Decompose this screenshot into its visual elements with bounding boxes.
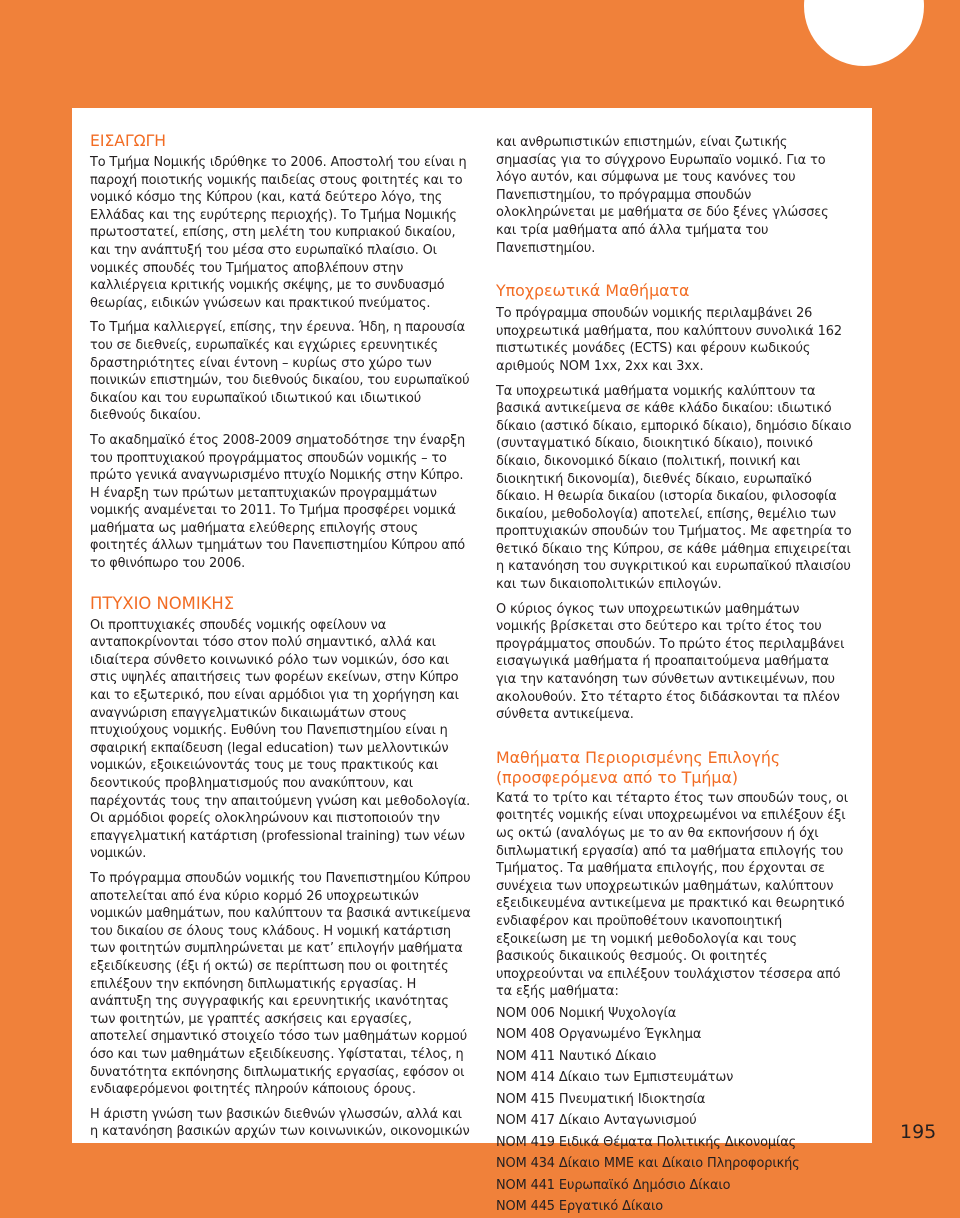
elective-heading: [496, 748, 852, 788]
intro-heading: ΕΙΣΑΓΩΓΗ: [90, 132, 166, 150]
page-content: [72, 108, 872, 1215]
list-item: ΝΟΜ 419 Ειδικά Θέματα Πολιτικής Δικονομίας: [496, 1134, 797, 1150]
elective-paragraph: Κατά το τρίτο και τέταρτο έτος των σπουδών τους, οι φοιτητές νομικής είναι υποχρεωμένοι να επιλέξουν έξι ως οκτώ (αναλόγως με το αν θα εκπονήσουν ή όχι διπλωματική εργασία) από τα μαθήματα επιλογής του Τμήματος. Τα μαθήματα επιλογής, που έρχονται σε συνέχεια των υποχρεωτικών μαθημάτων, καλύπτουν εξειδικευμένα αντικείμενα με πρακτικό και θεωρητικό ενδιαφέρον και προϋποθέτουν ικανοποιητική εξοικείωση με τη νομική μεθοδολογία και τους βασικούς δικαιικούς θεσμούς. Οι φοιτητές υποχρεούνται να επιλέξουν τουλάχιστον τέσσερα από τα εξής μαθήματα:: [496, 790, 848, 1000]
list-item: ΝΟΜ 408 Οργανωμένο Έγκλημα: [496, 1027, 702, 1043]
compulsory-paragraph-1: Το πρόγραμμα σπουδών νομικής περιλαμβάνει 26 υποχρεωτικά μαθήματα, που καλύπτουν συνολικά 162 πιστωτικές μονάδες (ECTS) και φέρουν κωδικούς αριθμούς ΝΟΜ 1xx, 2xx και 3xx.: [496, 306, 842, 374]
compulsory-heading: Υποχρεωτικά Μαθήματα: [496, 281, 690, 301]
right-column: [496, 134, 852, 1218]
course-list: [496, 1003, 852, 1218]
degree-paragraph-3: Η άριστη γνώση των βασικών διεθνών γλωσσών, αλλά και η κατανόηση βασικών αρχών των κοινωνικών, οικονομικών: [90, 1106, 470, 1140]
list-item: ΝΟΜ 414 Δίκαιο των Εμπιστευμάτων: [496, 1070, 734, 1086]
list-item: ΝΟΜ 006 Νομική Ψυχολογία: [496, 1005, 677, 1021]
elective-heading-line-1: Μαθήματα Περιορισμένης Επιλογής: [496, 747, 781, 767]
left-column: [90, 132, 472, 1148]
degree-paragraph-1: Οι προπτυχιακές σπουδές νομικής οφείλουν να ανταποκρίνονται τόσο στον πολύ σημαντικό, αλλά και ιδιαίτερα σύνθετο κοινωνικό ρόλο των νομικών, όσο και στις υψηλές απαιτήσεις των φορέων εκείνων, στην Κύπρο και το εξωτερικό, που είναι αρμόδιοι για τη χορήγηση και αναγνώριση επαγγελματικών δικαιωμάτων στους πτυχιούχους νομικής. Ευθύνη του Πανεπιστημίου είναι η σφαιρική εκπαίδευση (legal education) των μελλοντικών νομικών, εξοικειώνοντάς τους με τους πρακτικούς και δεοντικούς προβληματισμούς που ανακύπτουν, και παρέχοντάς τους την απαιτούμενη γνώση και μεθοδολογία. Οι αρμόδιοι φορείς ολοκληρώνουν και πιστοποιούν την επαγγελματική κατάρτιση (professional training) των νέων νομικών.: [90, 617, 471, 862]
list-item: ΝΟΜ 415 Πνευματική Ιδιοκτησία: [496, 1091, 706, 1107]
degree-heading: ΠΤΥΧΙΟ ΝΟΜΙΚΗΣ: [90, 593, 235, 613]
list-item: ΝΟΜ 445 Εργατικό Δίκαιο: [496, 1199, 664, 1215]
degree-paragraph-2: Το πρόγραμμα σπουδών νομικής του Πανεπιστημίου Κύπρου αποτελείται από ένα κύριο κορμό 26 υποχρεωτικών νομικών μαθημάτων, που καλύπτουν τα βασικά αντικείμενα του δικαίου σε όλους τους κλάδους. Η νομική κατάρτιση των φοιτητών συμπληρώνεται με κατ’ επιλογήν μαθήματα εξειδίκευσης (έξι ή οκτώ) σε περίπτωση που οι φοιτητές επιλέξουν την εκπόνηση διπλωματικής εργασίας. Η ανάπτυξη της συγγραφικής και ερευνητικής ικανότητας των φοιτητών, με γραπτές ασκήσεις και εργασίες, αποτελεί σημαντικό στοιχείο τόσο των μαθημάτων κορμού όσο και των μαθημάτων εξειδίκευσης. Υφίσταται, τέλος, η δυνατότητα εκπόνησης διπλωματικής εργασίας, εφόσον οι ενδιαφερόμενοι φοιτητές πληρούν κάποιους όρους.: [90, 870, 471, 1098]
compulsory-paragraph-2: Τα υποχρεωτικά μαθήματα νομικής καλύπτουν τα βασικά αντικείμενα σε κάθε κλάδο δικαίου: ιδιωτικό δίκαιο (αστικό δίκαιο, εμπορικό δίκαιο), δημόσιο δίκαιο (συνταγματικό δίκαιο, διοικητικό δίκαιο), ποινικό δίκαιο, δικονομικό δίκαιο (πολιτική, ποινική και διοικητική δικονομία), διεθνές δίκαιο, ευρωπαϊκό δίκαιο. Η θεωρία δικαίου (ιστορία δικαίου, φιλοσοφία δικαίου, μεθοδολογία) αποτελεί, επίσης, θεμέλιο των προπτυχιακών σπουδών του Τμήματος. Με αφετηρία το θετικό δίκαιο της Κύπρου, σε κάθε μάθημα επιχειρείται η κατανόηση του συγκριτικού και ευρωπαϊκού πλαισίου και των δικαιοπολιτικών επιλογών.: [496, 383, 852, 593]
continuation-paragraph: και ανθρωπιστικών επιστημών, είναι ζωτικής σημασίας για το σύγχρονο Ευρωπαϊο νομικό. Για το λόγο αυτόν, και σύμφωνα με τους κανόνες του Πανεπιστημίου, το πρόγραμμα σπουδών ολοκληρώνεται με μαθήματα σε δύο ξένες γλώσσες και τρία μαθήματα από άλλα τμήματα του Πανεπιστημίου.: [496, 135, 829, 256]
intro-paragraph-1: Το Τμήμα Νομικής ιδρύθηκε το 2006. Αποστολή του είναι η παροχή ποιοτικής νομικής παιδείας στους φοιτητές και το νομικό κόσμο της Κύπρου (και, κατά δεύτερο λόγο, της Ελλάδας και της ευρύτερης περιοχής). Το Τμήμα Νομικής πρωτοστατεί, επίσης, στη μελέτη του κυπριακού δικαίου, και την ανάπτυξή του μέσα στο ευρωπαϊκό πλαίσιο. Οι νομικές σπουδές του Τμήματος αποβλέπουν στην καλλιέργεια κριτικής νομικής σκέψης, με το συνδυασμό θεωρίας, ειδικών γνώσεων και πρακτικού πνεύματος.: [90, 155, 467, 311]
list-item: ΝΟΜ 441 Ευρωπαϊκό Δημόσιο Δίκαιο: [496, 1177, 731, 1193]
page-number: 195: [900, 1121, 937, 1143]
decorative-circle: [804, 0, 924, 66]
list-item: ΝΟΜ 411 Ναυτικό Δίκαιο: [496, 1048, 657, 1064]
intro-paragraph-2: Το Τμήμα καλλιεργεί, επίσης, την έρευνα. Ήδη, η παρουσία του σε διεθνείς, ευρωπαϊκές και εγχώριες ερευνητικές δραστηριότητες είναι έντονη – κυρίως στο χώρο των ποινικών επιστημών, του διεθνούς δικαίου, του ευρωπαϊκού δικαίου και του ευρωπαϊκού ιδιωτικού και ιδιωτικού διεθνούς δικαίου.: [90, 320, 470, 424]
list-item: ΝΟΜ 417 Δίκαιο Ανταγωνισμού: [496, 1113, 697, 1129]
list-item: ΝΟΜ 434 Δίκαιο ΜΜΕ και Δίκαιο Πληροφορικής: [496, 1156, 800, 1172]
elective-heading-line-2: (προσφερόμενα από το Τμήμα): [496, 767, 739, 787]
intro-paragraph-3: Το ακαδημαϊκό έτος 2008-2009 σηματοδότησε την έναρξη του προπτυχιακού προγράμματος σπουδών νομικής – το πρώτο γενικά αναγνωρισμένο πτυχίο Νομικής στην Κύπρο. Η έναρξη των πρώτων μεταπτυχιακών προγραμμάτων νομικής αναμένεται το 2011. Το Τμήμα προσφέρει νομικά μαθήματα ως μαθήματα ελεύθερης επιλογής στους φοιτητές άλλων τμημάτων του Πανεπιστημίου Κύπρου από το φθινόπωρο του 2006.: [90, 432, 466, 572]
compulsory-paragraph-3: Ο κύριος όγκος των υποχρεωτικών μαθημάτων νομικής βρίσκεται στο δεύτερο και τρίτο έτος του προγράμματος σπουδών. Το πρώτο έτος περιλαμβάνει εισαγωγικά μαθήματα ή προαπαιτούμενα μαθήματα για την κατανόηση των σύνθετων αντικειμένων, που ακολουθούν. Στο τέταρτο έτος διδάσκονται τα πλέον σύνθετα αντικείμενα.: [496, 601, 845, 723]
